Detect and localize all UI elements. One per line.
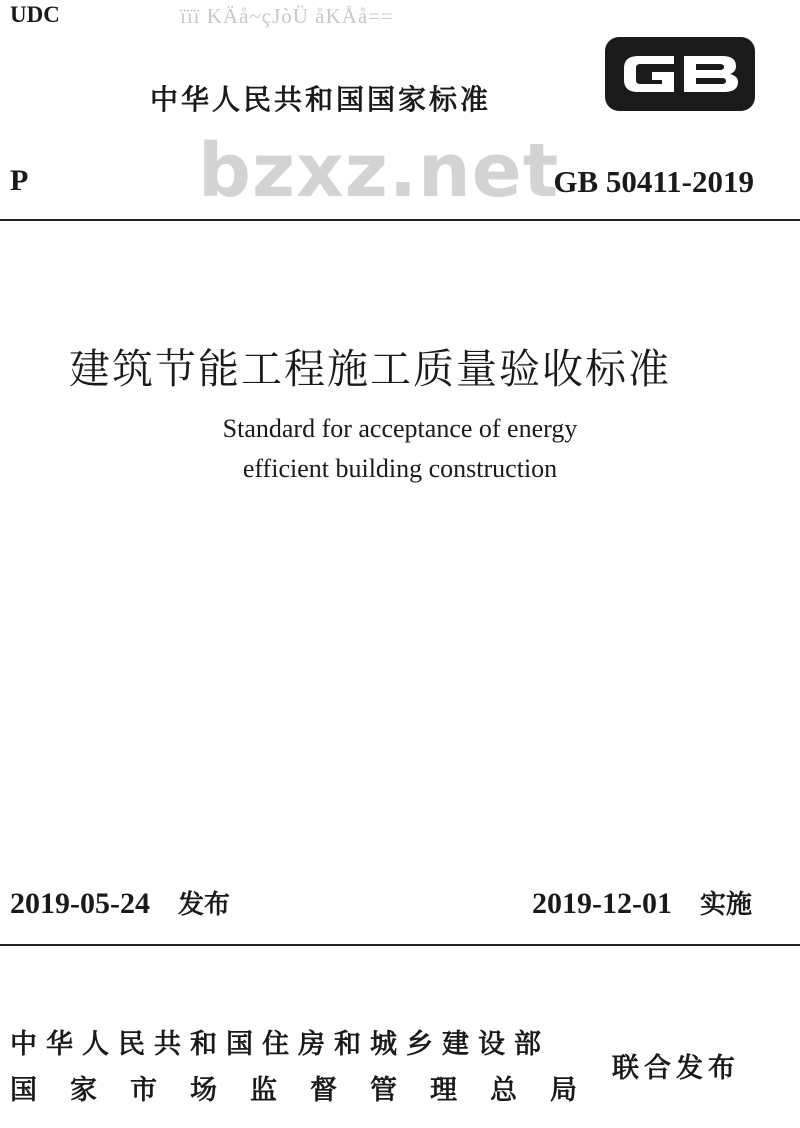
jointly-issued-label: 联合发布: [612, 1053, 740, 1084]
title-english-line2: efficient building construction: [242, 454, 558, 483]
publish-date-block: [10, 884, 230, 921]
issuer-administration: 国家市场监督管理总局: [10, 1075, 610, 1106]
publish-label: 发布: [177, 890, 230, 920]
title-english-line1: Standard for acceptance of energy: [222, 414, 578, 443]
standard-number: GB 50411-2019: [553, 164, 754, 199]
effective-date: 2019-12-01: [532, 887, 672, 920]
publish-date: 2019-05-24: [10, 887, 150, 920]
effective-date-block: [532, 884, 752, 921]
issuer-ministry: 中华人民共和国住房和城乡建设部: [10, 1029, 550, 1060]
gb-logo-icon: [604, 36, 756, 112]
title-chinese: 建筑节能工程施工质量验收标准: [69, 345, 671, 393]
udc-number-text: ïïï KÄå~çJòÜ åKÅå==: [180, 4, 394, 28]
effective-label: 实施: [699, 890, 752, 920]
national-standard-heading: 中华人民共和国国家标准: [150, 83, 492, 116]
bottom-divider: [0, 944, 800, 946]
top-divider: [0, 219, 800, 221]
watermark: bzxz.net: [198, 128, 560, 214]
udc-label: UDC: [10, 2, 60, 27]
classification-code: P: [10, 164, 29, 197]
